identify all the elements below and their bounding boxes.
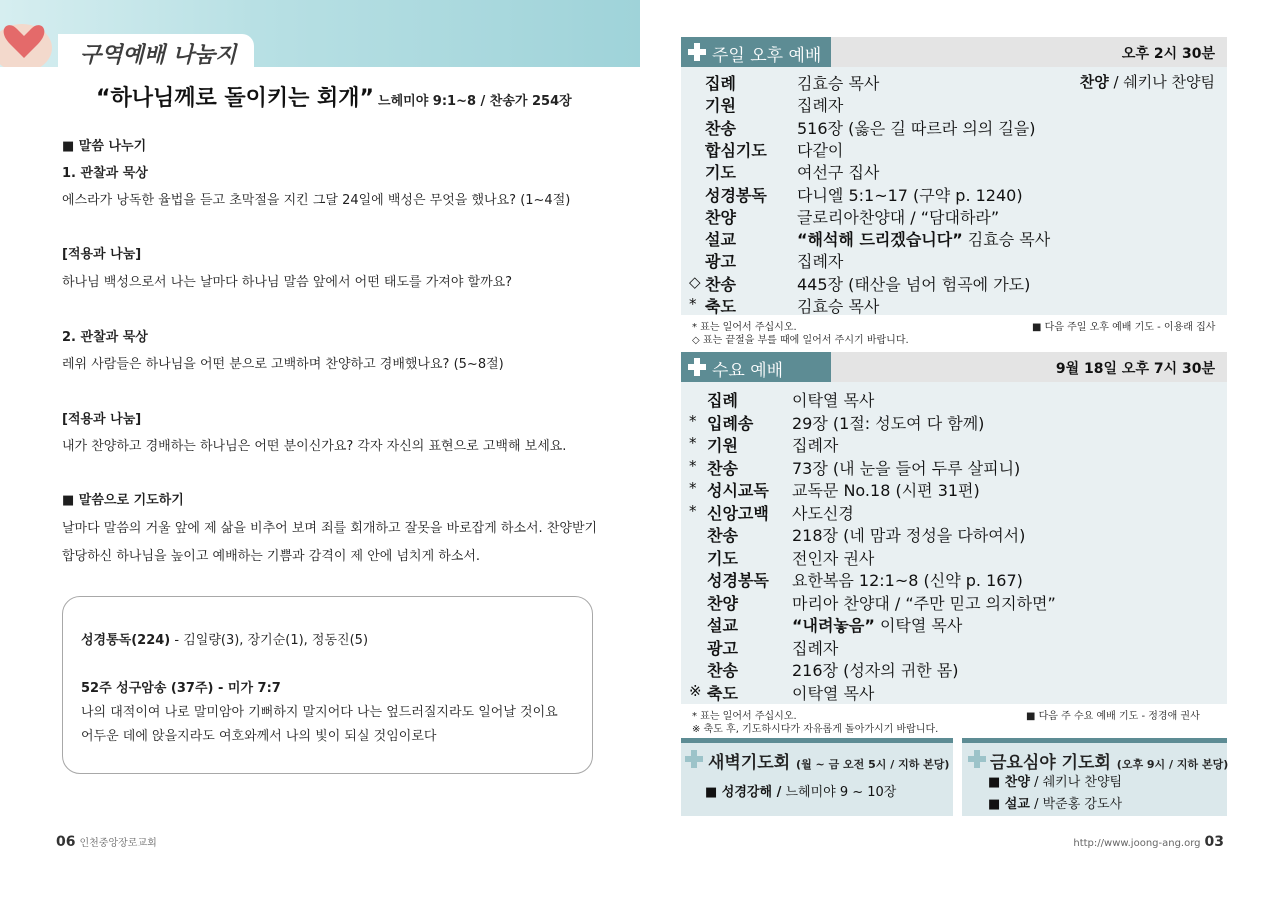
row-mark: * xyxy=(689,411,697,430)
row-label: 축도 xyxy=(705,297,736,316)
row-label: 찬송 xyxy=(707,458,738,478)
row-value-text: 요한복음 12:1~8 (신약 p. 167) xyxy=(792,571,1023,590)
reading-label: 성경통독(224) xyxy=(81,633,171,648)
row-label: 신앙고백 xyxy=(707,503,769,523)
row-value xyxy=(792,568,1023,591)
row-value-text: 교독문 No.18 (시편 31편) xyxy=(792,481,980,500)
sunday-note-1: * 표는 일어서 주십시오. xyxy=(692,322,797,333)
row-mark: ※ xyxy=(689,681,702,700)
sunday-service-title: 주일 오후 예배 xyxy=(712,46,822,66)
right-page-number: 03 xyxy=(1204,834,1224,850)
row-value xyxy=(792,478,980,501)
row-mark: * xyxy=(689,501,697,520)
reading-names: - 김일량(3), 장기순(1), 정동진(5) xyxy=(170,633,369,648)
row-value-text: 다니엘 5:1~17 (구약 p. 1240) xyxy=(797,185,1023,205)
friday-item2-value: / 박준홍 강도사 xyxy=(1029,797,1123,812)
row-value-text: 73장 (내 눈을 들어 두루 살피니) xyxy=(792,458,1021,478)
row-value-text: 218장 (네 맘과 정성을 다하여서) xyxy=(792,526,1026,545)
row-value-text: 집례자 xyxy=(792,436,839,455)
service-row xyxy=(681,70,1227,92)
row-label: 찬송 xyxy=(707,661,738,680)
wednesday-service-tab xyxy=(681,352,831,382)
memory-verse-box xyxy=(62,596,593,774)
row-mark: * xyxy=(689,456,697,475)
row-value-text: 집례자 xyxy=(797,252,844,272)
row-value xyxy=(797,160,879,183)
dawn-prayer-item xyxy=(705,781,896,800)
question1-text: 에스라가 낭독한 율법을 듣고 초막절을 지킨 그달 24일에 백성은 무엇을 했나요? (1~4절) xyxy=(62,193,571,208)
cross-icon xyxy=(685,750,703,768)
cross-icon xyxy=(686,356,708,378)
row-value xyxy=(797,272,1030,295)
sermon-title-line xyxy=(96,81,572,112)
service-row xyxy=(681,635,1227,657)
cross-icon xyxy=(686,41,708,63)
row-value-text: 집례자 xyxy=(797,96,844,116)
row-label: 기도 xyxy=(705,163,736,183)
sunday-service-time: 오후 2시 30분 xyxy=(1121,46,1215,62)
row-value xyxy=(797,116,1035,139)
dawn-box-bar xyxy=(681,738,953,743)
wednesday-note-2: ※ 축도 후, 기도하시다가 자유롭게 돌아가시기 바랍니다. xyxy=(692,724,939,735)
friday-prayer-item-2 xyxy=(988,793,1122,812)
dawn-prayer-box xyxy=(681,738,953,816)
row-label: 찬양 xyxy=(707,593,738,613)
service-row xyxy=(681,567,1227,589)
service-row xyxy=(681,293,1227,315)
prayer-line-2: 합당하신 하나님을 높이고 예배하는 기쁨과 감격이 제 안에 넘치게 하소서. xyxy=(62,549,481,564)
row-value xyxy=(797,294,879,317)
dawn-prayer-title-line xyxy=(708,748,949,773)
sharing-heading: ■ 말씀 나누기 xyxy=(62,139,147,154)
apply1-text: 하나님 백성으로서 나는 날마다 하나님 말씀 앞에서 어떤 태도를 가져야 할까요? xyxy=(62,275,513,290)
friday-item1-value: / 쉐키나 찬양팀 xyxy=(1029,775,1123,790)
row-value xyxy=(797,71,879,94)
row-value-text: 이탁열 목사 xyxy=(792,683,875,703)
row-label: 합심기도 xyxy=(705,140,767,160)
sermon-title: “하나님께로 돌이키는 회개” xyxy=(96,86,375,111)
row-value-text: 이탁열 목사 xyxy=(874,616,963,635)
row-label: 광고 xyxy=(705,252,736,272)
row-label: 기원 xyxy=(707,436,738,455)
reading-line xyxy=(81,629,368,648)
row-value xyxy=(797,183,1023,206)
row-value-text: 이탁열 목사 xyxy=(792,391,875,410)
row-label: 집례 xyxy=(707,391,738,410)
row-label: 축도 xyxy=(707,683,738,703)
service-row xyxy=(681,159,1227,181)
sermon-reference: 느헤미야 9:1~8 / 찬송가 254장 xyxy=(378,94,572,109)
apply1-heading: [적용과 나눔] xyxy=(62,247,142,262)
cross-icon xyxy=(968,750,986,768)
church-name: 인천중앙장로교회 xyxy=(79,838,157,849)
row-value-text: 김효승 목사 xyxy=(797,297,880,316)
service-row xyxy=(681,248,1227,270)
row-mark: * xyxy=(689,479,697,497)
service-row xyxy=(681,432,1227,454)
row-value xyxy=(792,658,958,681)
row-mark: * xyxy=(689,295,697,313)
service-row xyxy=(681,410,1227,432)
service-row xyxy=(681,92,1227,114)
service-row xyxy=(681,137,1227,159)
dawn-item-label: ■ 성경강해 / xyxy=(705,785,782,800)
question1-heading: 1. 관찰과 묵상 xyxy=(62,166,148,181)
prayer-line-1: 날마다 말씀의 거울 앞에 제 삶을 비추어 보며 죄를 회개하고 잘못을 바로잡게 하소서. 찬양받기 xyxy=(62,521,598,536)
section-title: 구역예배 나눔지 xyxy=(80,43,237,68)
service-row xyxy=(681,590,1227,612)
friday-box-bar xyxy=(962,738,1227,743)
row-label: 찬양 xyxy=(705,207,736,227)
service-row xyxy=(681,455,1227,477)
row-value-text: 다같이 xyxy=(797,140,844,160)
service-row xyxy=(681,477,1227,499)
row-value xyxy=(792,433,838,456)
friday-item2-label: ■ 설교 xyxy=(988,797,1030,812)
section-title-tab xyxy=(58,34,254,68)
service-row xyxy=(681,657,1227,679)
sunday-choir-value: / 쉐키나 찬양팀 xyxy=(1108,73,1215,91)
sunday-service-header xyxy=(681,37,1227,67)
row-label: 광고 xyxy=(707,638,738,658)
apply2-text: 내가 찬양하고 경배하는 하나님은 어떤 분이신가요? 각자 자신의 표현으로 고백해 보세요. xyxy=(62,439,567,454)
service-row xyxy=(681,522,1227,544)
dawn-item-value: 느헤미야 9 ~ 10장 xyxy=(781,785,897,800)
row-value xyxy=(792,388,874,411)
wednesday-service-time: 9월 18일 오후 7시 30분 xyxy=(1055,361,1215,377)
row-value-emphasis: “내려놓음” xyxy=(792,616,875,635)
row-value xyxy=(797,93,843,116)
row-value xyxy=(792,501,854,524)
service-row xyxy=(681,226,1227,248)
row-value-text: 김효승 목사 xyxy=(797,74,880,93)
left-footer xyxy=(56,831,157,850)
row-label: 성경봉독 xyxy=(707,571,769,590)
row-value-text: 사도신경 xyxy=(792,503,854,523)
question2-heading: 2. 관찰과 묵상 xyxy=(62,330,148,345)
wednesday-note-1: * 표는 일어서 주십시오. xyxy=(692,711,797,722)
row-label: 기원 xyxy=(705,96,736,116)
row-value-text: 445장 (태산을 넘어 험곡에 가도) xyxy=(797,274,1031,294)
row-value xyxy=(792,411,984,434)
left-page-number: 06 xyxy=(56,834,76,850)
row-value-text: 김효승 목사 xyxy=(962,230,1051,250)
row-label: 입례송 xyxy=(707,413,754,433)
row-value-emphasis: “해석해 드리겠습니다” xyxy=(797,230,963,250)
row-mark: ◇ xyxy=(689,272,701,291)
row-value xyxy=(792,523,1025,546)
row-value-text: 마리아 찬양대 / “주만 믿고 의지하면” xyxy=(792,593,1056,613)
wednesday-service-title: 수요 예배 xyxy=(712,361,784,381)
row-value xyxy=(792,613,962,636)
sunday-order-of-service xyxy=(681,67,1227,315)
row-value-text: 516장 (옳은 길 따르라 의의 길을) xyxy=(797,118,1036,138)
row-label: 찬송 xyxy=(705,274,736,294)
memory-label: 52주 성구암송 (37주) - 미가 7:7 xyxy=(81,681,281,696)
friday-prayer-title: 금요심야 기도회 xyxy=(990,753,1111,773)
row-label: 찬송 xyxy=(705,118,736,138)
sunday-next-prayer: ■ 다음 주일 오후 예배 기도 - 이용래 집사 xyxy=(1032,322,1216,333)
service-row xyxy=(681,545,1227,567)
row-label: 설교 xyxy=(707,616,738,635)
row-value-text: 여선구 집사 xyxy=(797,163,880,183)
row-mark: * xyxy=(689,434,697,452)
service-row xyxy=(681,500,1227,522)
service-row xyxy=(681,204,1227,226)
row-label: 기도 xyxy=(707,548,738,568)
row-value-text: 216장 (성자의 귀한 몸) xyxy=(792,661,959,680)
row-label: 성시교독 xyxy=(707,481,769,500)
service-row xyxy=(681,182,1227,204)
row-label: 설교 xyxy=(705,230,736,250)
wednesday-order-of-service xyxy=(681,382,1227,704)
row-value-text: 집례자 xyxy=(792,638,839,658)
apply2-heading: [적용과 나눔] xyxy=(62,412,142,427)
row-value xyxy=(792,546,874,569)
row-value-text: 29장 (1절: 성도여 다 함께) xyxy=(792,413,985,433)
row-value-text: 전인자 권사 xyxy=(792,548,875,568)
service-row xyxy=(681,387,1227,409)
row-value xyxy=(797,138,843,161)
sunday-service-tab xyxy=(681,37,831,67)
row-label: 성경봉독 xyxy=(705,185,767,205)
friday-prayer-schedule: (오후 9시 / 지하 본당) xyxy=(1116,758,1229,771)
friday-prayer-box xyxy=(962,738,1227,816)
wednesday-next-prayer: ■ 다음 주 수요 예배 기도 - 정경애 권사 xyxy=(1026,711,1200,722)
service-row xyxy=(681,612,1227,634)
service-row xyxy=(681,115,1227,137)
row-value xyxy=(792,591,1056,614)
dawn-prayer-schedule: (월 ~ 금 오전 5시 / 지하 본당) xyxy=(796,758,950,771)
memory-line-2: 어두운 데에 앉을지라도 여호와께서 나의 빛이 되실 것임이로다 xyxy=(81,729,437,744)
row-value-text: 글로리아찬양대 / “담대하라” xyxy=(797,207,1000,227)
sunday-note-2: ◇ 표는 끝절을 부를 때에 일어서 주시기 바랍니다. xyxy=(692,335,909,346)
row-value xyxy=(792,456,1020,479)
row-label: 찬송 xyxy=(707,526,738,545)
church-url[interactable]: http://www.joong-ang.org xyxy=(1073,838,1201,849)
row-value xyxy=(797,249,843,272)
row-label: 집례 xyxy=(705,74,736,93)
row-value xyxy=(792,681,874,704)
right-page xyxy=(640,0,1280,904)
friday-item1-label: ■ 찬양 xyxy=(988,775,1030,790)
row-value xyxy=(797,227,1050,250)
prayer-heading: ■ 말씀으로 기도하기 xyxy=(62,493,184,508)
row-value xyxy=(792,636,838,659)
question2-text: 레위 사람들은 하나님을 어떤 분으로 고백하며 찬양하고 경배했나요? (5~8절) xyxy=(62,357,504,372)
heart-hands-icon xyxy=(0,0,60,67)
right-footer xyxy=(1073,831,1224,850)
service-row xyxy=(681,680,1227,702)
wednesday-service-header xyxy=(681,352,1227,382)
service-row xyxy=(681,271,1227,293)
dawn-prayer-title: 새벽기도회 xyxy=(708,753,791,773)
friday-prayer-title-line xyxy=(990,748,1228,773)
row-value xyxy=(797,205,999,228)
sunday-choir-label: 찬양 xyxy=(1079,73,1109,91)
memory-line-1: 나의 대적이여 나로 말미암아 기뻐하지 말지어다 나는 엎드러질지라도 일어날 것이요 xyxy=(81,705,558,720)
friday-prayer-item-1 xyxy=(988,771,1122,790)
